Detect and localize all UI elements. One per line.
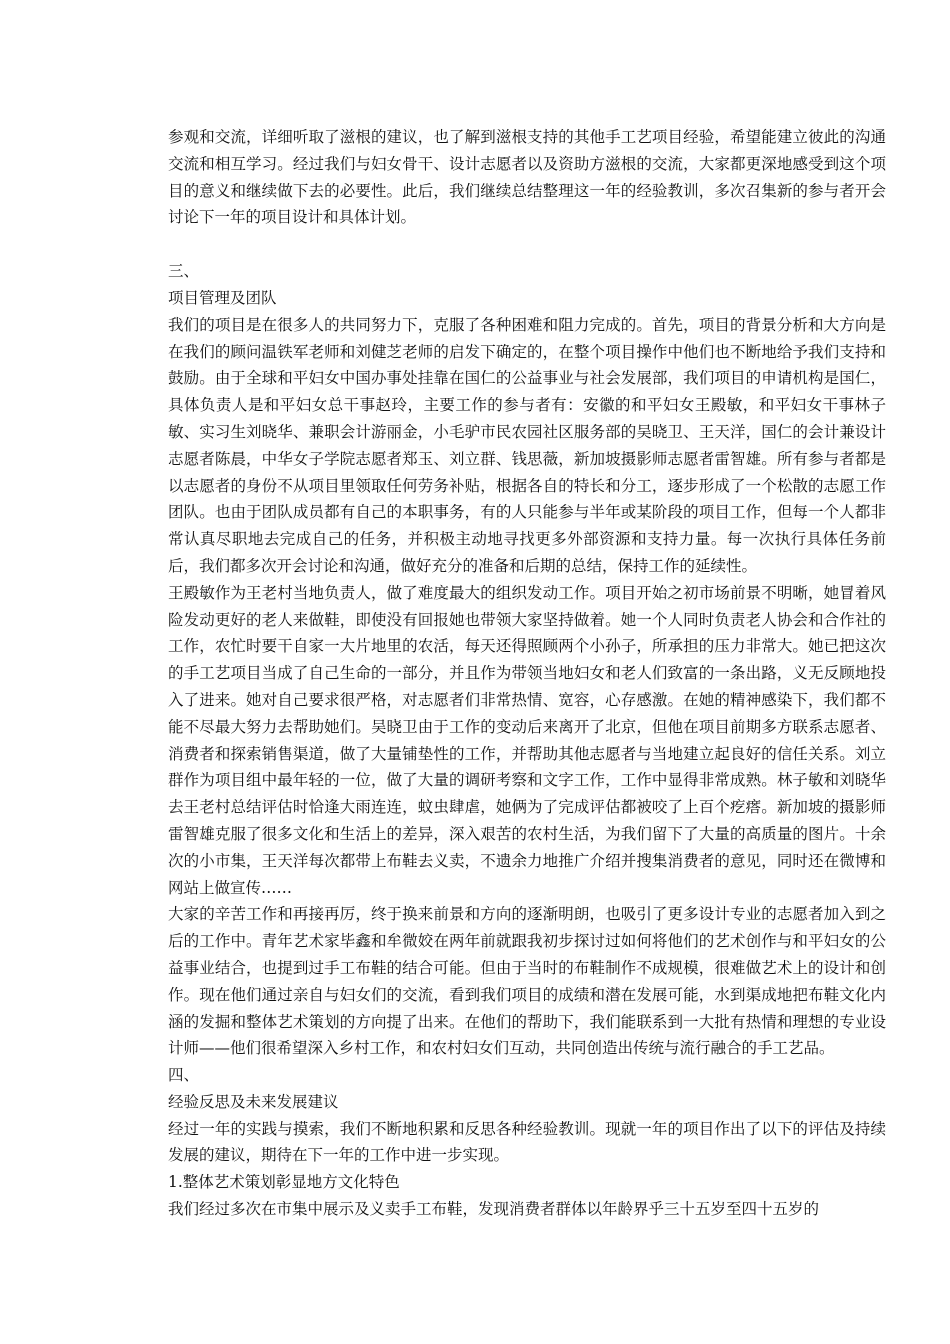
section-4-paragraph-1: 经过一年的实践与摸索，我们不断地积累和反思各种经验教训。现就一年的项目作出了以下的评估及持续发展的建议，期待在下一年的工作中进一步实现。 [168, 1119, 886, 1165]
subsection-1-paragraph-1: 我们经过多次在市集中展示及义卖手工布鞋，发现消费者群体以年龄界乎三十五岁至四十五岁的 [168, 1200, 820, 1219]
section-3-title: 项目管理及团队 [168, 288, 277, 307]
section-3-number: 三、 [168, 262, 200, 281]
subsection-1-title: 1.整体艺术策划彰显地方文化特色 [168, 1173, 400, 1192]
section-4-number: 四、 [168, 1066, 200, 1085]
section-4-title: 经验反思及未来发展建议 [168, 1092, 339, 1111]
section-3-paragraph-1: 我们的项目是在很多人的共同努力下，克服了各种困难和阻力完成的。首先，项目的背景分析和大方向是在我们的顾问温铁军老师和刘健芝老师的启发下确定的，在整个项目操作中他们也不断地给予我们支持和鼓励。由于全球和平妇女中国办事处挂靠在国仁的公益事业与社会发展部，我们项目的申请机构是国仁，具体负责人是和平妇女总干事赵玲，主要工作的参与者有：安徽的和平妇女王殿敏，和平妇女干事林子敏、实习生刘晓华、兼职会计游丽金，小毛驴市民农园社区服务部的吴晓卫、王天洋，国仁的会计兼设计志愿者陈晨，中华女子学院志愿者郑玉、刘立群、钱思薇，新加坡摄影师志愿者雷智雄。所有参与者都是以志愿者的身份不从项目里领取任何劳务补贴，根据各自的特长和分工，逐步形成了一个松散的志愿工作团队。也由于团队成员都有自己的本职事务，有的人只能参与半年或某阶段的项目工作，但每一个人都非常认真尽职地去完成自己的任务，并积极主动地寻找更多外部资源和支持力量。每一次执行具体任务前后，我们都多次开会讨论和沟通，做好充分的准备和后期的总结，保持工作的延续性。 [168, 315, 886, 575]
section-3-paragraph-3: 大家的辛苦工作和再接再厉，终于换来前景和方向的逐渐明朗，也吸引了更多设计专业的志愿者加入到之后的工作中。青年艺术家毕鑫和牟微姣在两年前就跟我初步探讨过如何将他们的艺术创作与和平妇女的公益事业结合，也提到过手工布鞋的结合可能。但由于当时的布鞋制作不成规模，很难做艺术上的设计和创作。现在他们通过亲自与妇女们的交流，看到我们项目的成绩和潜在发展可能，水到渠成地把布鞋文化内涵的发掘和整体艺术策划的方向提了出来。在他们的帮助下，我们能联系到一大批有热情和理想的专业设计师——他们很希望深入乡村工作，和农村妇女们互动，共同创造出传统与流行融合的手工艺品。 [168, 905, 886, 1058]
paragraph-gap [168, 231, 886, 258]
intro-paragraph: 参观和交流，详细听取了滋根的建议，也了解到滋根支持的其他手工艺项目经验，希望能建立彼此的沟通交流和相互学习。经过我们与妇女骨干、设计志愿者以及资助方滋根的交流，大家都更深地感受到这个项目的意义和继续做下去的必要性。此后，我们继续总结整理这一年的经验教训，多次召集新的参与者开会讨论下一年的项目设计和具体计划。 [168, 128, 886, 227]
document-page [168, 124, 886, 1223]
section-3-paragraph-2: 王殿敏作为王老村当地负责人，做了难度最大的组织发动工作。项目开始之初市场前景不明晰，她冒着风险发动更好的老人来做鞋，即使没有回报她也带领大家坚持做着。她一个人同时负责老人协会和合作社的工作，农忙时要干自家一大片地里的农活，每天还得照顾两个小孙子，所承担的压力非常大。她已把这次的手工艺项目当成了自己生命的一部分，并且作为带领当地妇女和老人们致富的一条出路，义无反顾地投入了进来。她对自己要求很严格，对志愿者们非常热情、宽容，心存感激。在她的精神感染下，我们都不能不尽最大努力去帮助她们。吴晓卫由于工作的变动后来离开了北京，但他在项目前期多方联系志愿者、消费者和探索销售渠道，做了大量铺垫性的工作，并帮助其他志愿者与当地建立起良好的信任关系。刘立群作为项目组中最年轻的一位，做了大量的调研考察和文字工作，工作中显得非常成熟。林子敏和刘晓华去王老村总结评估时恰逢大雨连连，蚊虫肆虐，她俩为了完成评估都被咬了上百个疙瘩。新加坡的摄影师雷智雄克服了很多文化和生活上的差异，深入艰苦的农村生活，为我们留下了大量的高质量的图片。十余次的小市集，王天洋每次都带上布鞋去义卖，不遗余力地推广介绍并搜集消费者的意见，同时还在微博和网站上做宣传…… [168, 583, 886, 897]
